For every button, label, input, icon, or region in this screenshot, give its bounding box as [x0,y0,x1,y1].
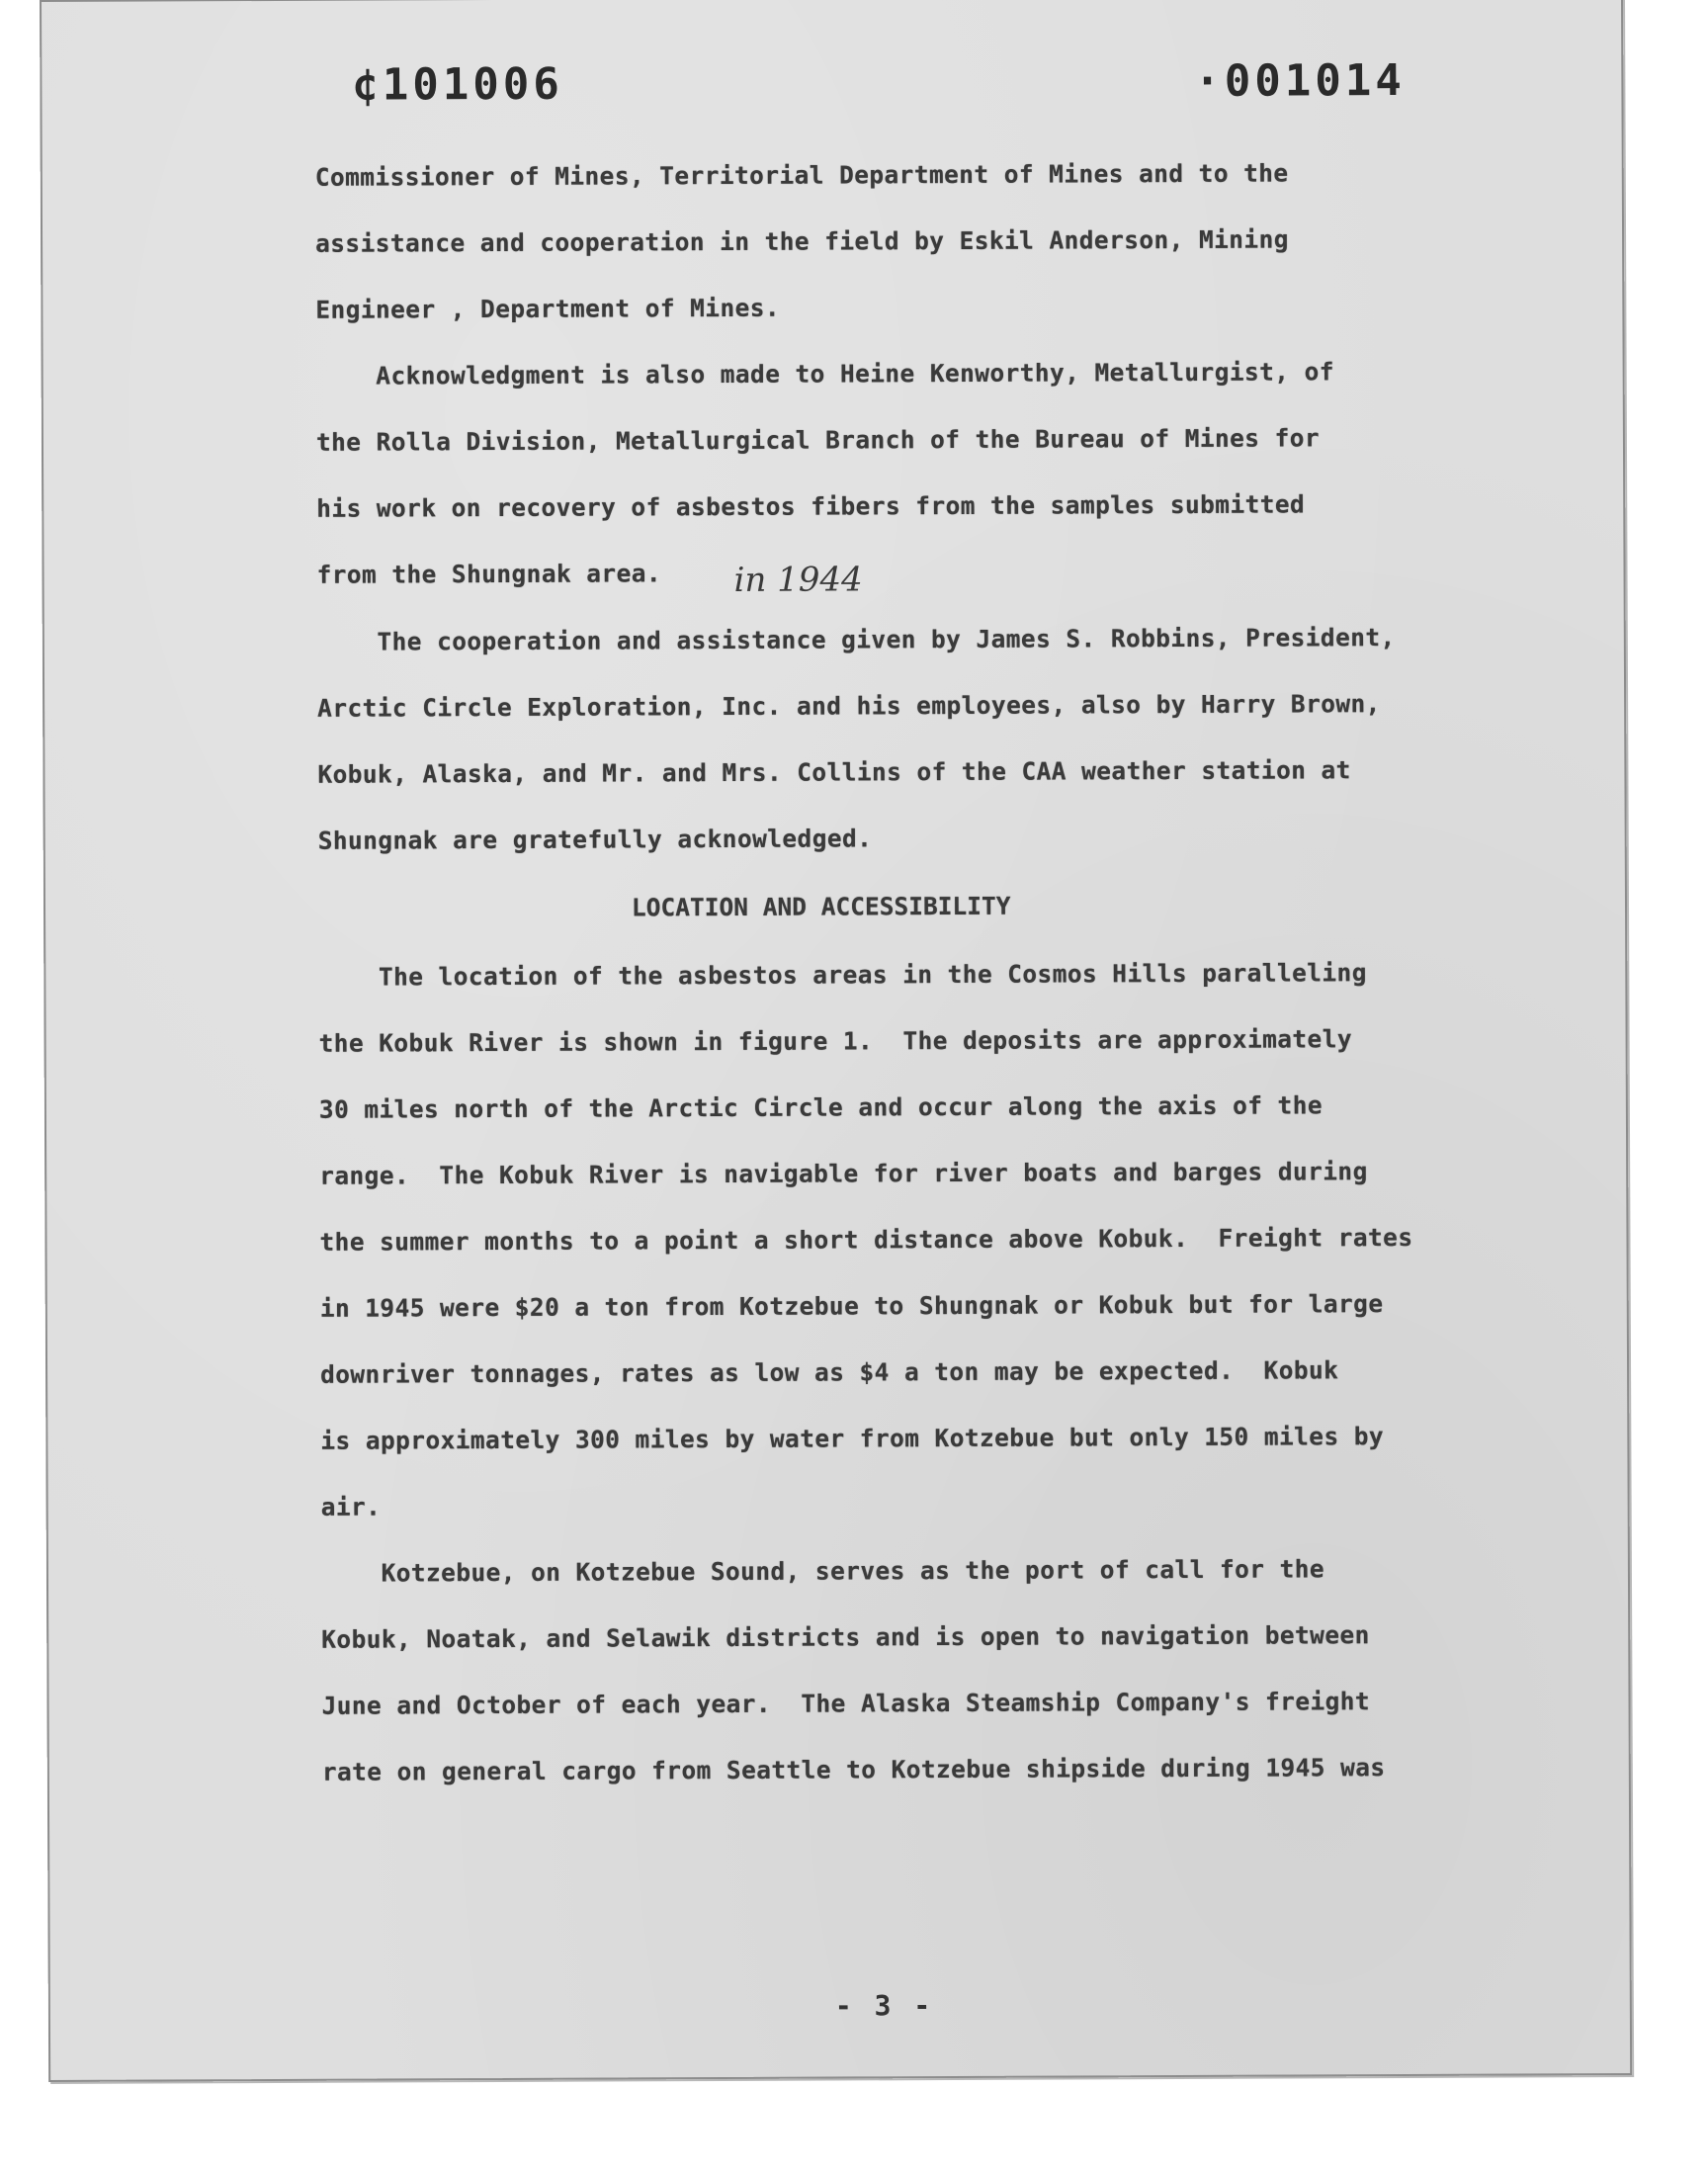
text-line: is approximately 300 miles by water from Kotzebue but only 150 miles by [320,1422,1385,1455]
text-line: June and October of each year. The Alaska Steamship Company's freight [321,1687,1371,1720]
text-line: rate on general cargo from Seattle to Kotzebue shipside during 1945 was [321,1753,1386,1786]
text-line: Arctic Circle Exploration, Inc. and his employees, also by Harry Brown, [317,689,1381,723]
handwritten-note: in 1944 [733,560,863,600]
text-line: his work on recovery of asbestos fibers from the samples submitted [316,489,1306,523]
text-line: The location of the asbestos areas in the Cosmos Hills paralleling [318,958,1367,992]
paragraph-3 [316,622,1544,855]
paragraph-4 [318,957,1545,1522]
document-stamp-left: ¢101006 [352,58,563,111]
text-line: Commissioner of Mines, Territorial Department of Mines and to the [314,158,1289,192]
text-line: in 1945 were $20 a ton from Kotzebue to Shungnak or Kobuk but for large [319,1289,1384,1323]
page-number: - 3 - [834,1989,934,2023]
text-line: the summer months to a point a short distance above Kobuk. Freight rates [319,1222,1413,1257]
text-line: air. [320,1492,382,1522]
text-line: 30 miles north of the Arctic Circle and occur along the axis of the [318,1090,1324,1124]
document-stamp-right: ·001014 [1194,54,1406,107]
text-line: Kobuk, Alaska, and Mr. and Mrs. Collins of the CAA weather station at [317,755,1351,789]
text-line: Engineer , Department of Mines. [315,293,781,324]
paragraph-5 [320,1553,1548,1786]
text-line: Acknowledgment is also made to Heine Kenworthy, Metallurgist, of [315,357,1334,391]
text-line: range. The Kobuk River is navigable for river boats and barges during [319,1157,1368,1190]
text-line: from the Shungnak area. [316,559,662,589]
document-page [40,0,1632,2082]
text-line: the Rolla Division, Metallurgical Branch of the Bureau of Mines for [315,423,1321,457]
text-line: Kobuk, Noatak, and Selawik districts and is open to navigation between [321,1620,1370,1654]
text-line: the Kobuk River is shown in figure 1. The deposits are approximately [318,1024,1353,1058]
paragraph-1 [314,157,1542,324]
section-heading: LOCATION AND ACCESSIBILITY [631,891,1011,922]
text-line: Shungnak are gratefully acknowledged. [317,824,873,855]
text-line: The cooperation and assistance given by James S. Robbins, President, [316,623,1396,656]
text-line: downriver tonnages, rates as low as $4 a ton may be expected. Kobuk [320,1355,1339,1389]
text-line: assistance and cooperation in the field by Eskil Anderson, Mining [315,224,1289,258]
text-line: Kotzebue, on Kotzebue Sound, serves as the port of call for the [320,1554,1325,1588]
